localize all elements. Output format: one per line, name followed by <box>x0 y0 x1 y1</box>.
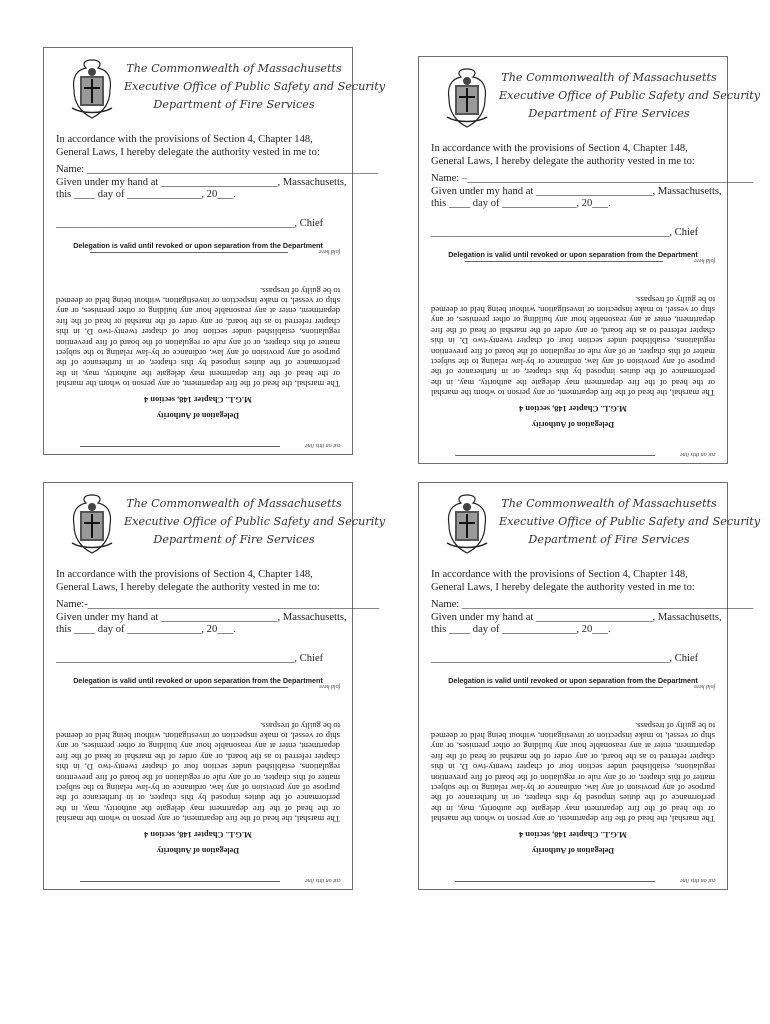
card-header <box>419 57 761 129</box>
intro-text: In accordance with the provisions of Section 4, Chapter 148, General Laws, I hereby delegate the authority vested in me to: <box>431 569 695 593</box>
delegation-card-3 <box>43 482 386 890</box>
name-field: Name: _______________________________________________________ <box>431 599 754 611</box>
fold-line: fold here <box>465 683 715 691</box>
given-field: Given under my hand at ______________________, Massachusetts, <box>56 611 347 623</box>
validity-note: Delegation is valid until revoked or upon separation from the Department <box>73 240 323 250</box>
validity-note: Delegation is valid until revoked or upon separation from the Department <box>448 249 698 259</box>
fold-line: fold here <box>465 257 715 265</box>
massachusetts-seal-icon <box>441 67 493 129</box>
delegation-card-1 <box>43 47 386 455</box>
name-field: Name:-_______________________________________________________ <box>56 599 380 611</box>
date-field: this ____ day of ______________, 20___. <box>431 198 611 210</box>
cut-line: cut on this line <box>80 442 340 450</box>
fold-line: fold here <box>90 683 340 691</box>
card-header <box>44 48 386 120</box>
given-field: Given under my hand at ______________________, Massachusetts, <box>431 185 722 197</box>
delegation-form <box>56 569 380 687</box>
back-text-upside-down: Delegation of Authority M.G.L. Chapter 148, section 4 The marshal, the head of the fire department, or any person to whom the marshal or the head of the fire department may delegate the authority, may, in the performance of the duties imposed by this chapter, or in furtherance of the purpose of any provision of any law, ordinance or by-law relating to the subject matter of this chapter, or of any rule or regulation of the board of fire prevention regulations, established under section four of chapter twenty-two D, in this chapter referred to as the board, or any order of the marshal or head of the fire department, enter at any reasonable hour any building or other premises, or any ship or vessel, to make inspection or investigation, without being held or deemed to be guilty of trespass. <box>431 720 715 855</box>
delegation-card-4 <box>418 482 761 890</box>
date-field: this ____ day of ______________, 20___. <box>56 189 236 201</box>
agency-heading: The Commonwealth of Massachusetts Executive Office of Public Safety and Security Department of Fire Services <box>124 62 386 111</box>
name-field: Name: –______________________________________________________ <box>431 173 754 185</box>
cut-line: cut on this line <box>80 877 340 885</box>
intro-text: In accordance with the provisions of Section 4, Chapter 148, General Laws, I hereby delegate the authority vested in me to: <box>56 569 320 593</box>
agency-heading: The Commonwealth of Massachusetts Executive Office of Public Safety and Security Department of Fire Services <box>499 497 761 546</box>
validity-note: Delegation is valid until revoked or upon separation from the Department <box>73 675 323 685</box>
name-field: Name: _______________________________________________________ <box>56 164 379 176</box>
given-field: Given under my hand at ______________________, Massachusetts, <box>431 611 722 623</box>
back-text-upside-down: Delegation of Authority M.G.L. Chapter 148, section 4 The marshal, the head of the fire department, or any person to whom the marshal or the head of the fire department may delegate the authority, may, in the performance of the duties imposed by this chapter, or in furtherance of the purpose of any provision of any law, ordinance or by-law relating to the subject matter of this chapter, or of any rule or regulation of the board of fire prevention regulations, established under section four of chapter twenty-two D, in this chapter referred to as the board, or any order of the marshal or head of the fire department, enter at any reasonable hour any building or other premises, or any ship or vessel, to make inspection or investigation, without being held or deemed to be guilty of trespass. <box>56 285 340 420</box>
back-text-upside-down: Delegation of Authority M.G.L. Chapter 148, section 4 The marshal, the head of the fire department, or any person to whom the marshal or the head of the fire department may delegate the authority, may, in the performance of the duties imposed by this chapter, or in furtherance of the purpose of any provision of any law, ordinance or by-law relating to the subject matter of this chapter, or of any rule or regulation of the board of fire prevention regulations, established under section four of chapter twenty-two D, in this chapter referred to as the board, or any order of the marshal or head of the fire department, enter at any reasonable hour any building or other premises, or any ship or vessel, to make inspection or investigation, without being held or deemed to be guilty of trespass. <box>431 294 715 429</box>
intro-text: In accordance with the provisions of Section 4, Chapter 148, General Laws, I hereby delegate the authority vested in me to: <box>431 143 695 167</box>
back-text-upside-down: Delegation of Authority M.G.L. Chapter 148, section 4 The marshal, the head of the fire department, or any person to whom the marshal or the head of the fire department may delegate the authority, may, in the performance of the duties imposed by this chapter, or in furtherance of the purpose of any provision of any law, ordinance or by-law relating to the subject matter of this chapter, or of any rule or regulation of the board of fire prevention regulations, established under section four of chapter twenty-two D, in this chapter referred to as the board, or any order of the marshal or head of the fire department, enter at any reasonable hour any building or other premises, or any ship or vessel, to make inspection or investigation, without being held or deemed to be guilty of trespass. <box>56 720 340 855</box>
date-field: this ____ day of ______________, 20___. <box>56 624 236 636</box>
delegation-form <box>56 134 379 252</box>
chief-signature-line: _____________________________________________, Chief <box>431 226 699 238</box>
card-header <box>419 483 761 555</box>
given-field: Given under my hand at ______________________, Massachusetts, <box>56 176 347 188</box>
cut-line: cut on this line <box>455 877 715 885</box>
date-field: this ____ day of ______________, 20___. <box>431 624 611 636</box>
card-header <box>44 483 386 555</box>
chief-signature-line: _____________________________________________, Chief <box>56 217 324 229</box>
intro-text: In accordance with the provisions of Section 4, Chapter 148, General Laws, I hereby delegate the authority vested in me to: <box>56 134 320 158</box>
massachusetts-seal-icon <box>66 493 118 555</box>
agency-heading: The Commonwealth of Massachusetts Executive Office of Public Safety and Security Department of Fire Services <box>124 497 386 546</box>
validity-note: Delegation is valid until revoked or upon separation from the Department <box>448 675 698 685</box>
massachusetts-seal-icon <box>441 493 493 555</box>
agency-heading: The Commonwealth of Massachusetts Executive Office of Public Safety and Security Department of Fire Services <box>499 71 761 120</box>
delegation-form <box>431 143 754 261</box>
fold-line: fold here <box>90 248 340 256</box>
cut-line: cut on this line <box>455 451 715 459</box>
delegation-form <box>431 569 754 687</box>
delegation-card-2 <box>418 56 761 464</box>
chief-signature-line: _____________________________________________, Chief <box>431 652 699 664</box>
massachusetts-seal-icon <box>66 58 118 120</box>
chief-signature-line: _____________________________________________, Chief <box>56 652 324 664</box>
